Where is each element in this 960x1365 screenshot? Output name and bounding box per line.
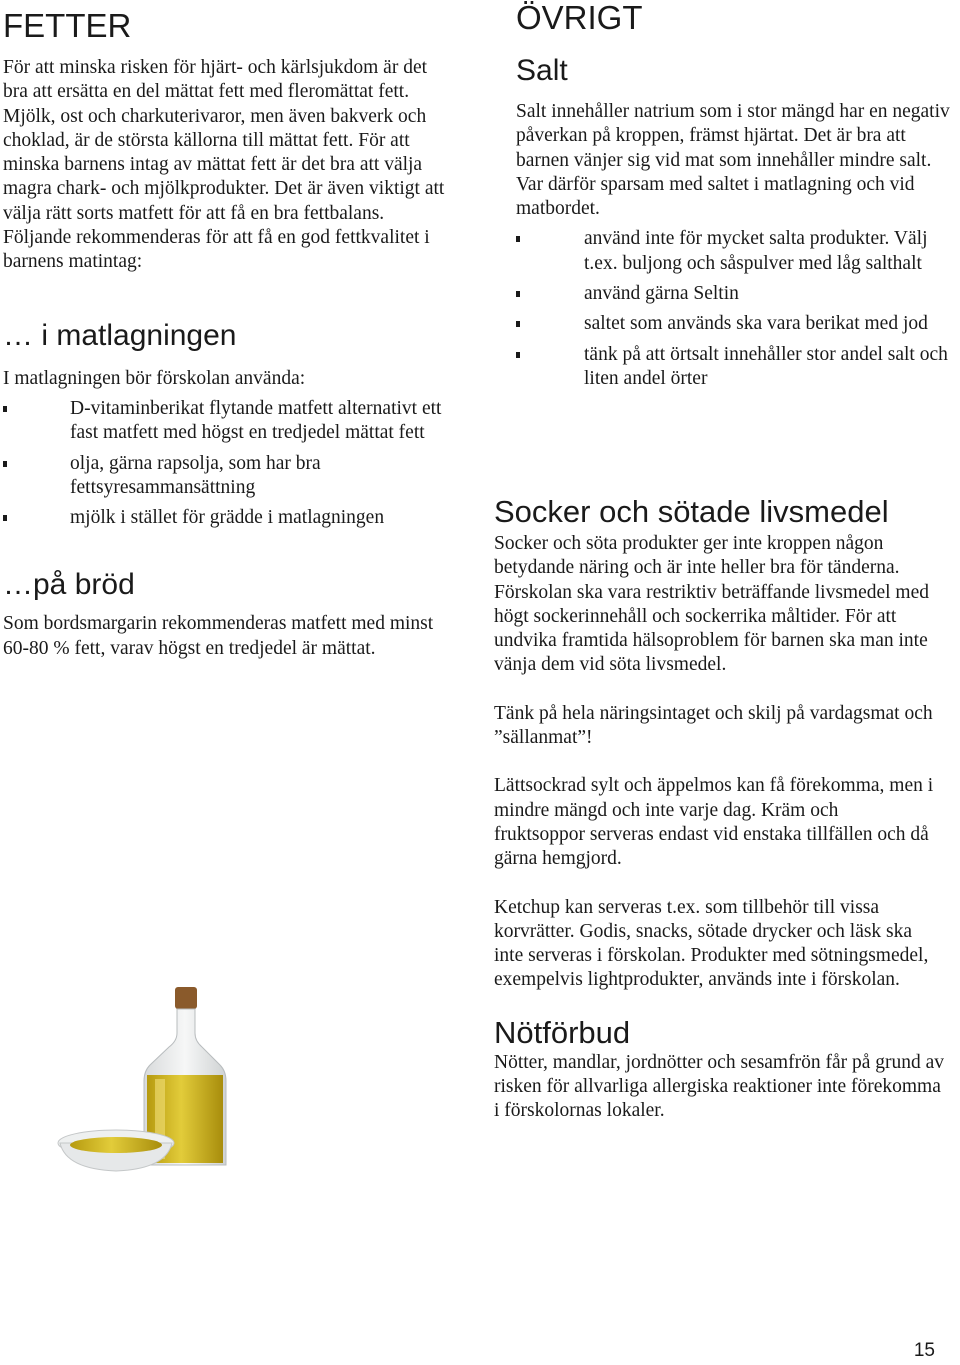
ovrigt-heading: ÖVRIGT [516,0,643,36]
matlagning-list [3,397,448,530]
salt-list [516,227,956,391]
brod-text: Som bordsmargarin rekommenderas matfett med minst 60-80 % fett, varav högst en tredjedel är mättat. [3,613,434,659]
brod-heading: …på bröd [3,568,135,602]
list-item: saltet som används ska vara berikat med jod [516,312,956,336]
oil-bottle-illustration [56,975,302,1175]
socker-paragraph-3: Lättsockrad sylt och äppelmos kan få förekomma, men i mindre mängd och inte varje dag. Kräm och fruktsoppor serveras endast vid enstaka tillfällen och då gärna hemgjord. [494,775,934,870]
fetter-heading: FETTER [3,7,132,44]
matlagning-intro: I matlagningen bör förskolan använda: [3,367,306,389]
list-item: använd gärna Seltin [516,282,956,306]
salt-text: Salt innehåller natrium som i stor mängd har en negativ påverkan på kroppen, främst hjärtat. Det är bra att barnen vänjer sig vid mat som innehåller mindre salt. Var därför sparsam med saltet i matlagning och vid matbordet. [516,101,950,220]
socker-heading: Socker och sötade livsmedel [494,494,889,529]
list-item: tänk på att örtsalt innehåller stor andel salt och liten andel örter [516,343,956,392]
socker-paragraph-2: Tänk på hela näringsintaget och skilj på vardagsmat och ”sällanmat”! [494,702,933,749]
matlagning-heading: … i matlagningen [3,318,237,352]
list-item: D-vitaminberikat flytande matfett alternativt ett fast matfett med högst en tredjedel mättat fett [3,397,448,446]
notforbud-text: Nötter, mandlar, jordnötter och sesamfrön får på grund av risken för allvarliga allergiska reaktioner inte förekomma i förskolornas lokaler. [494,1051,945,1122]
notforbud-heading: Nötförbud [494,1014,631,1050]
salt-heading: Salt [516,54,568,87]
right-column [516,0,956,397]
socker-section [494,494,954,1124]
cork [175,987,197,1009]
list-item: mjölk i stället för grädde i matlagningen [3,506,448,530]
socker-paragraph-4: Ketchup kan serveras t.ex. som tillbehör till vissa korvrätter. Godis, snacks, sötade drycker och läsk ska inte serveras i förskolan. Produkter med sötningsmedel, exempelvis lightprodukter, används inte i förskolan. [494,896,929,991]
oil-bottle-image [56,975,302,1175]
fetter-text: För att minska risken för hjärt- och kärlsjukdom är det bra att ersätta en del mättat fett med fleromättat fett. Mjölk, ost och charkuterivaror, men även bakverk och choklad, är de största källorna till mättat fett. För att minska barnens intag av mättat fett är det bra att välja magra chark- och mjölkprodukter. Det är även viktigt att välja rätt sorts matfett för att få en bra fettbalans. Följande rekommenderas för att få en god fettkvalitet i barnens matintag: [3,57,445,273]
socker-text: Socker och söta produkter ger inte kroppen någon betydande näring och är inte heller bra för tänderna. Förskolan ska vara restriktiv beträffande livsmedel med högt sockerinnehåll och sockerrika måltider. För att undvika framtida hälsoproblem för barnen ska man inte vänja dem vid söta livsmedel. [494,533,930,676]
oil-bowl [70,1137,162,1153]
left-column [3,8,448,661]
list-item: olja, gärna rapsolja, som har bra fettsyresammansättning [3,452,448,501]
list-item: använd inte för mycket salta produkter. Välj t.ex. buljong och såspulver med låg salthalt [516,227,956,276]
page-number: 15 [913,1340,935,1361]
